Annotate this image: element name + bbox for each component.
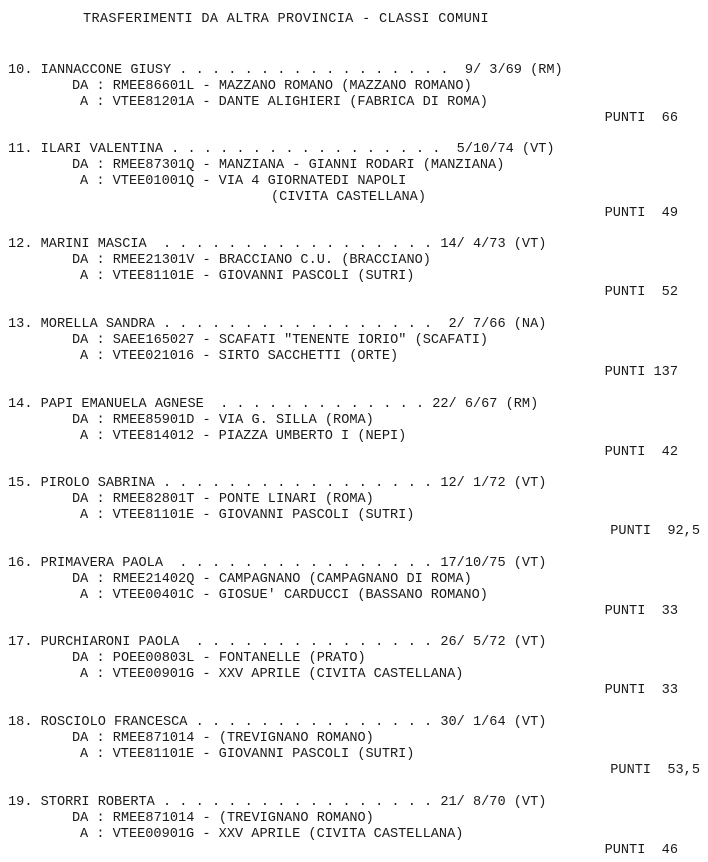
origin-school: DA : SAEE165027 - SCAFATI "TENENTE IORIO" (SCAFATI) bbox=[72, 333, 489, 348]
destination-school: A : VTEE00901G - XXV APRILE (CIVITA CASTELLANA) bbox=[80, 827, 464, 842]
candidate-line: 14. PAPI EMANUELA AGNESE . . . . . . . . . . . . . 22/ 6/67 (RM) bbox=[8, 397, 539, 412]
points-value: PUNTI 33 bbox=[604, 683, 678, 698]
candidate-line: 11. ILARI VALENTINA . . . . . . . . . . . . . . . . . 5/10/74 (VT) bbox=[8, 142, 555, 157]
origin-school: DA : RMEE85901D - VIA G. SILLA (ROMA) bbox=[72, 413, 374, 428]
points-value: PUNTI 92,5 bbox=[610, 524, 700, 539]
page-title: TRASFERIMENTI DA ALTRA PROVINCIA - CLASSI COMUNI bbox=[83, 12, 489, 27]
origin-school: DA : RMEE82801T - PONTE LINARI (ROMA) bbox=[72, 492, 374, 507]
candidate-line: 12. MARINI MASCIA . . . . . . . . . . . . . . . . . 14/ 4/73 (VT) bbox=[8, 237, 547, 252]
points-value: PUNTI 53,5 bbox=[610, 763, 700, 778]
candidate-line: 16. PRIMAVERA PAOLA . . . . . . . . . . . . . . . . 17/10/75 (VT) bbox=[8, 556, 547, 571]
origin-school: DA : RMEE871014 - (TREVIGNANO ROMANO) bbox=[72, 811, 374, 826]
destination-school: A : VTEE021016 - SIRTO SACCHETTI (ORTE) bbox=[80, 349, 399, 364]
candidate-line: 10. IANNACCONE GIUSY . . . . . . . . . . . . . . . . . 9/ 3/69 (RM) bbox=[8, 63, 563, 78]
origin-school: DA : RMEE86601L - MAZZANO ROMANO (MAZZANO ROMANO) bbox=[72, 79, 472, 94]
points-value: PUNTI 137 bbox=[604, 365, 678, 380]
candidate-line: 19. STORRI ROBERTA . . . . . . . . . . . . . . . . . 21/ 8/70 (VT) bbox=[8, 795, 547, 810]
destination-school: A : VTEE01001Q - VIA 4 GIORNATEDI NAPOLI bbox=[80, 174, 407, 189]
destination-school: A : VTEE814012 - PIAZZA UMBERTO I (NEPI) bbox=[80, 429, 407, 444]
candidate-line: 13. MORELLA SANDRA . . . . . . . . . . . . . . . . . 2/ 7/66 (NA) bbox=[8, 317, 547, 332]
origin-school: DA : RMEE21301V - BRACCIANO C.U. (BRACCIANO) bbox=[72, 253, 431, 268]
candidate-line: 15. PIROLO SABRINA . . . . . . . . . . . . . . . . . 12/ 1/72 (VT) bbox=[8, 476, 547, 491]
points-value: PUNTI 42 bbox=[604, 445, 678, 460]
origin-school: DA : RMEE21402Q - CAMPAGNANO (CAMPAGNANO DI ROMA) bbox=[72, 572, 472, 587]
candidate-line: 18. ROSCIOLO FRANCESCA . . . . . . . . . . . . . . . 30/ 1/64 (VT) bbox=[8, 715, 547, 730]
origin-school: DA : POEE00803L - FONTANELLE (PRATO) bbox=[72, 651, 366, 666]
origin-school: DA : RMEE87301Q - MANZIANA - GIANNI RODARI (MANZIANA) bbox=[72, 158, 505, 173]
points-value: PUNTI 46 bbox=[604, 843, 678, 858]
destination-school: A : VTEE00901G - XXV APRILE (CIVITA CASTELLANA) bbox=[80, 667, 464, 682]
candidate-line: 17. PURCHIARONI PAOLA . . . . . . . . . . . . . . . 26/ 5/72 (VT) bbox=[8, 635, 547, 650]
points-value: PUNTI 52 bbox=[604, 285, 678, 300]
destination-school: A : VTEE81101E - GIOVANNI PASCOLI (SUTRI) bbox=[80, 508, 415, 523]
destination-school: A : VTEE81101E - GIOVANNI PASCOLI (SUTRI) bbox=[80, 747, 415, 762]
points-value: PUNTI 49 bbox=[604, 206, 678, 221]
destination-school: A : VTEE81101E - GIOVANNI PASCOLI (SUTRI) bbox=[80, 269, 415, 284]
destination-school: A : VTEE81201A - DANTE ALIGHIERI (FABRICA DI ROMA) bbox=[80, 95, 488, 110]
origin-school: DA : RMEE871014 - (TREVIGNANO ROMANO) bbox=[72, 731, 374, 746]
destination-school-cont: (CIVITA CASTELLANA) bbox=[271, 190, 426, 205]
destination-school: A : VTEE00401C - GIOSUE' CARDUCCI (BASSANO ROMANO) bbox=[80, 588, 488, 603]
points-value: PUNTI 66 bbox=[604, 111, 678, 126]
points-value: PUNTI 33 bbox=[604, 604, 678, 619]
